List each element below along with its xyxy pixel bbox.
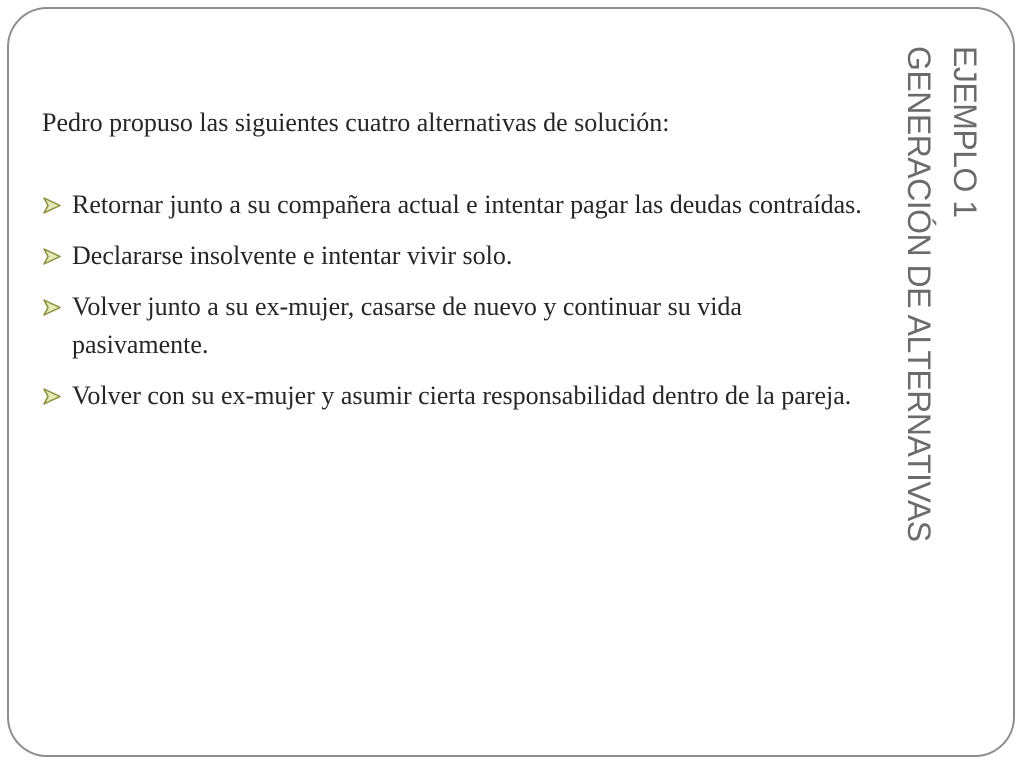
slide-body (40, 104, 880, 428)
arrowhead-bullet-icon (43, 388, 61, 405)
arrowhead-bullet-icon (43, 299, 61, 316)
list-item (40, 186, 880, 224)
list-item (40, 288, 880, 364)
title-line-1: EJEMPLO 1 (947, 46, 983, 218)
title-line-2: GENERACIÓN DE ALTERNATIVAS (901, 46, 937, 542)
list-item (40, 237, 880, 275)
list-item-text: Volver con su ex-mujer y asumir cierta responsabilidad dentro de la pareja. (72, 381, 852, 410)
arrowhead-bullet-icon (43, 197, 61, 214)
arrowhead-bullet-icon (43, 248, 61, 265)
list-item-text: Declararse insolvente e intentar vivir solo. (72, 241, 513, 270)
list-item-text: Retornar junto a su compañera actual e intentar pagar las deudas contraídas. (72, 190, 862, 219)
alternatives-list (40, 186, 880, 415)
intro-paragraph: Pedro propuso las siguientes cuatro alternativas de solución: (42, 108, 670, 137)
slide-title-rotated (896, 46, 988, 606)
list-item-text: Volver junto a su ex-mujer, casarse de nuevo y continuar su vida pasivamente. (72, 292, 742, 359)
list-item (40, 377, 880, 415)
slide-title (888, 46, 988, 606)
